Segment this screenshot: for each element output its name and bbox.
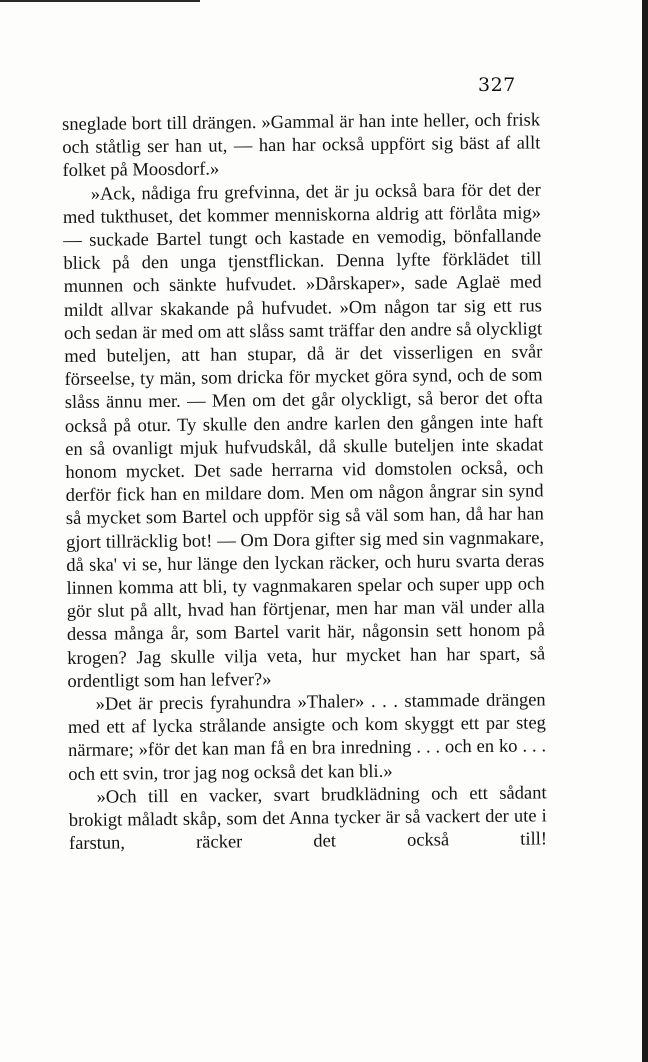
paragraph-4: »Och till en vacker, svart brudklädning och ett sådant brokigt måladt skåp, som det Anna tycker är så vackert der ute i farstun, räcker det också till!	[68, 783, 548, 855]
paragraph-2: »Ack, nådiga fru grefvinna, det är ju också bara för det der med tukthuset, det kommer menniskorna aldrig att förlåta mig» — suckade Bartel tungt och kastade en vemodig, bönfallande blick på den unga tjenstflickan. Denna lyfte förklädet till munnen och sänkte hufvudet. »Dårskaper», sade Aglaë med mildt allvar skakande på hufvudet. »Om någon tar sig ett rus och sedan är med om att slåss samt träffar den andre så olyckligt med buteljen, att han stupar, då är det visserligen en svår förseelse, ty män, som dricka för mycket göra synd, och de som slåss ännu mer. — Men om det går olyckligt, så beror det ofta också på otur. Ty skulle den andre karlen den gången inte haft en så ovanligt mjuk hufvudskål, då skulle buteljen inte skadat honom mycket. Det sade herrarna vid domstolen också, och derför fick han en mildare dom. Men om någon ångrar sin synd så mycket som Bartel och uppför sig så väl som han, då har han gjort tillräcklig bot! — Om Dora gifter sig med sin vagnmakare, då ska' vi se, hur länge den lyckan räcker, och huru svarta deras linnen komma att bli, ty vagnmakaren spelar och super upp och gör slut på allt, hvad han förtjenar, men har man väl under alla dessa många år, som Bartel varit här, någonsin sett honom på krogen? Jag skulle vilja veta, hur mycket han har spart, så ordentligt som han lefver?»	[62, 180, 546, 692]
page-number: 327	[478, 74, 516, 96]
paragraph-1: sneglade bort till drängen. »Gammal är han inte heller, och frisk och ståtlig ser han ut, — han har också uppfört sig bäst af allt folket på Moosdorf.»	[62, 110, 541, 182]
scan-edge-right	[642, 0, 648, 1062]
body-text	[62, 109, 547, 856]
scan-edge-top	[0, 0, 200, 2]
paragraph-3: »Det är precis fyrahundra »Thaler» . . . stammade drängen med ett af lycka strålande ansigte och kom skyggt ett par steg närmare; »för det kan man få en bra inredning . . . och en ko . . . och ett svin, tror jag nog också det kan bli.»	[67, 690, 547, 785]
